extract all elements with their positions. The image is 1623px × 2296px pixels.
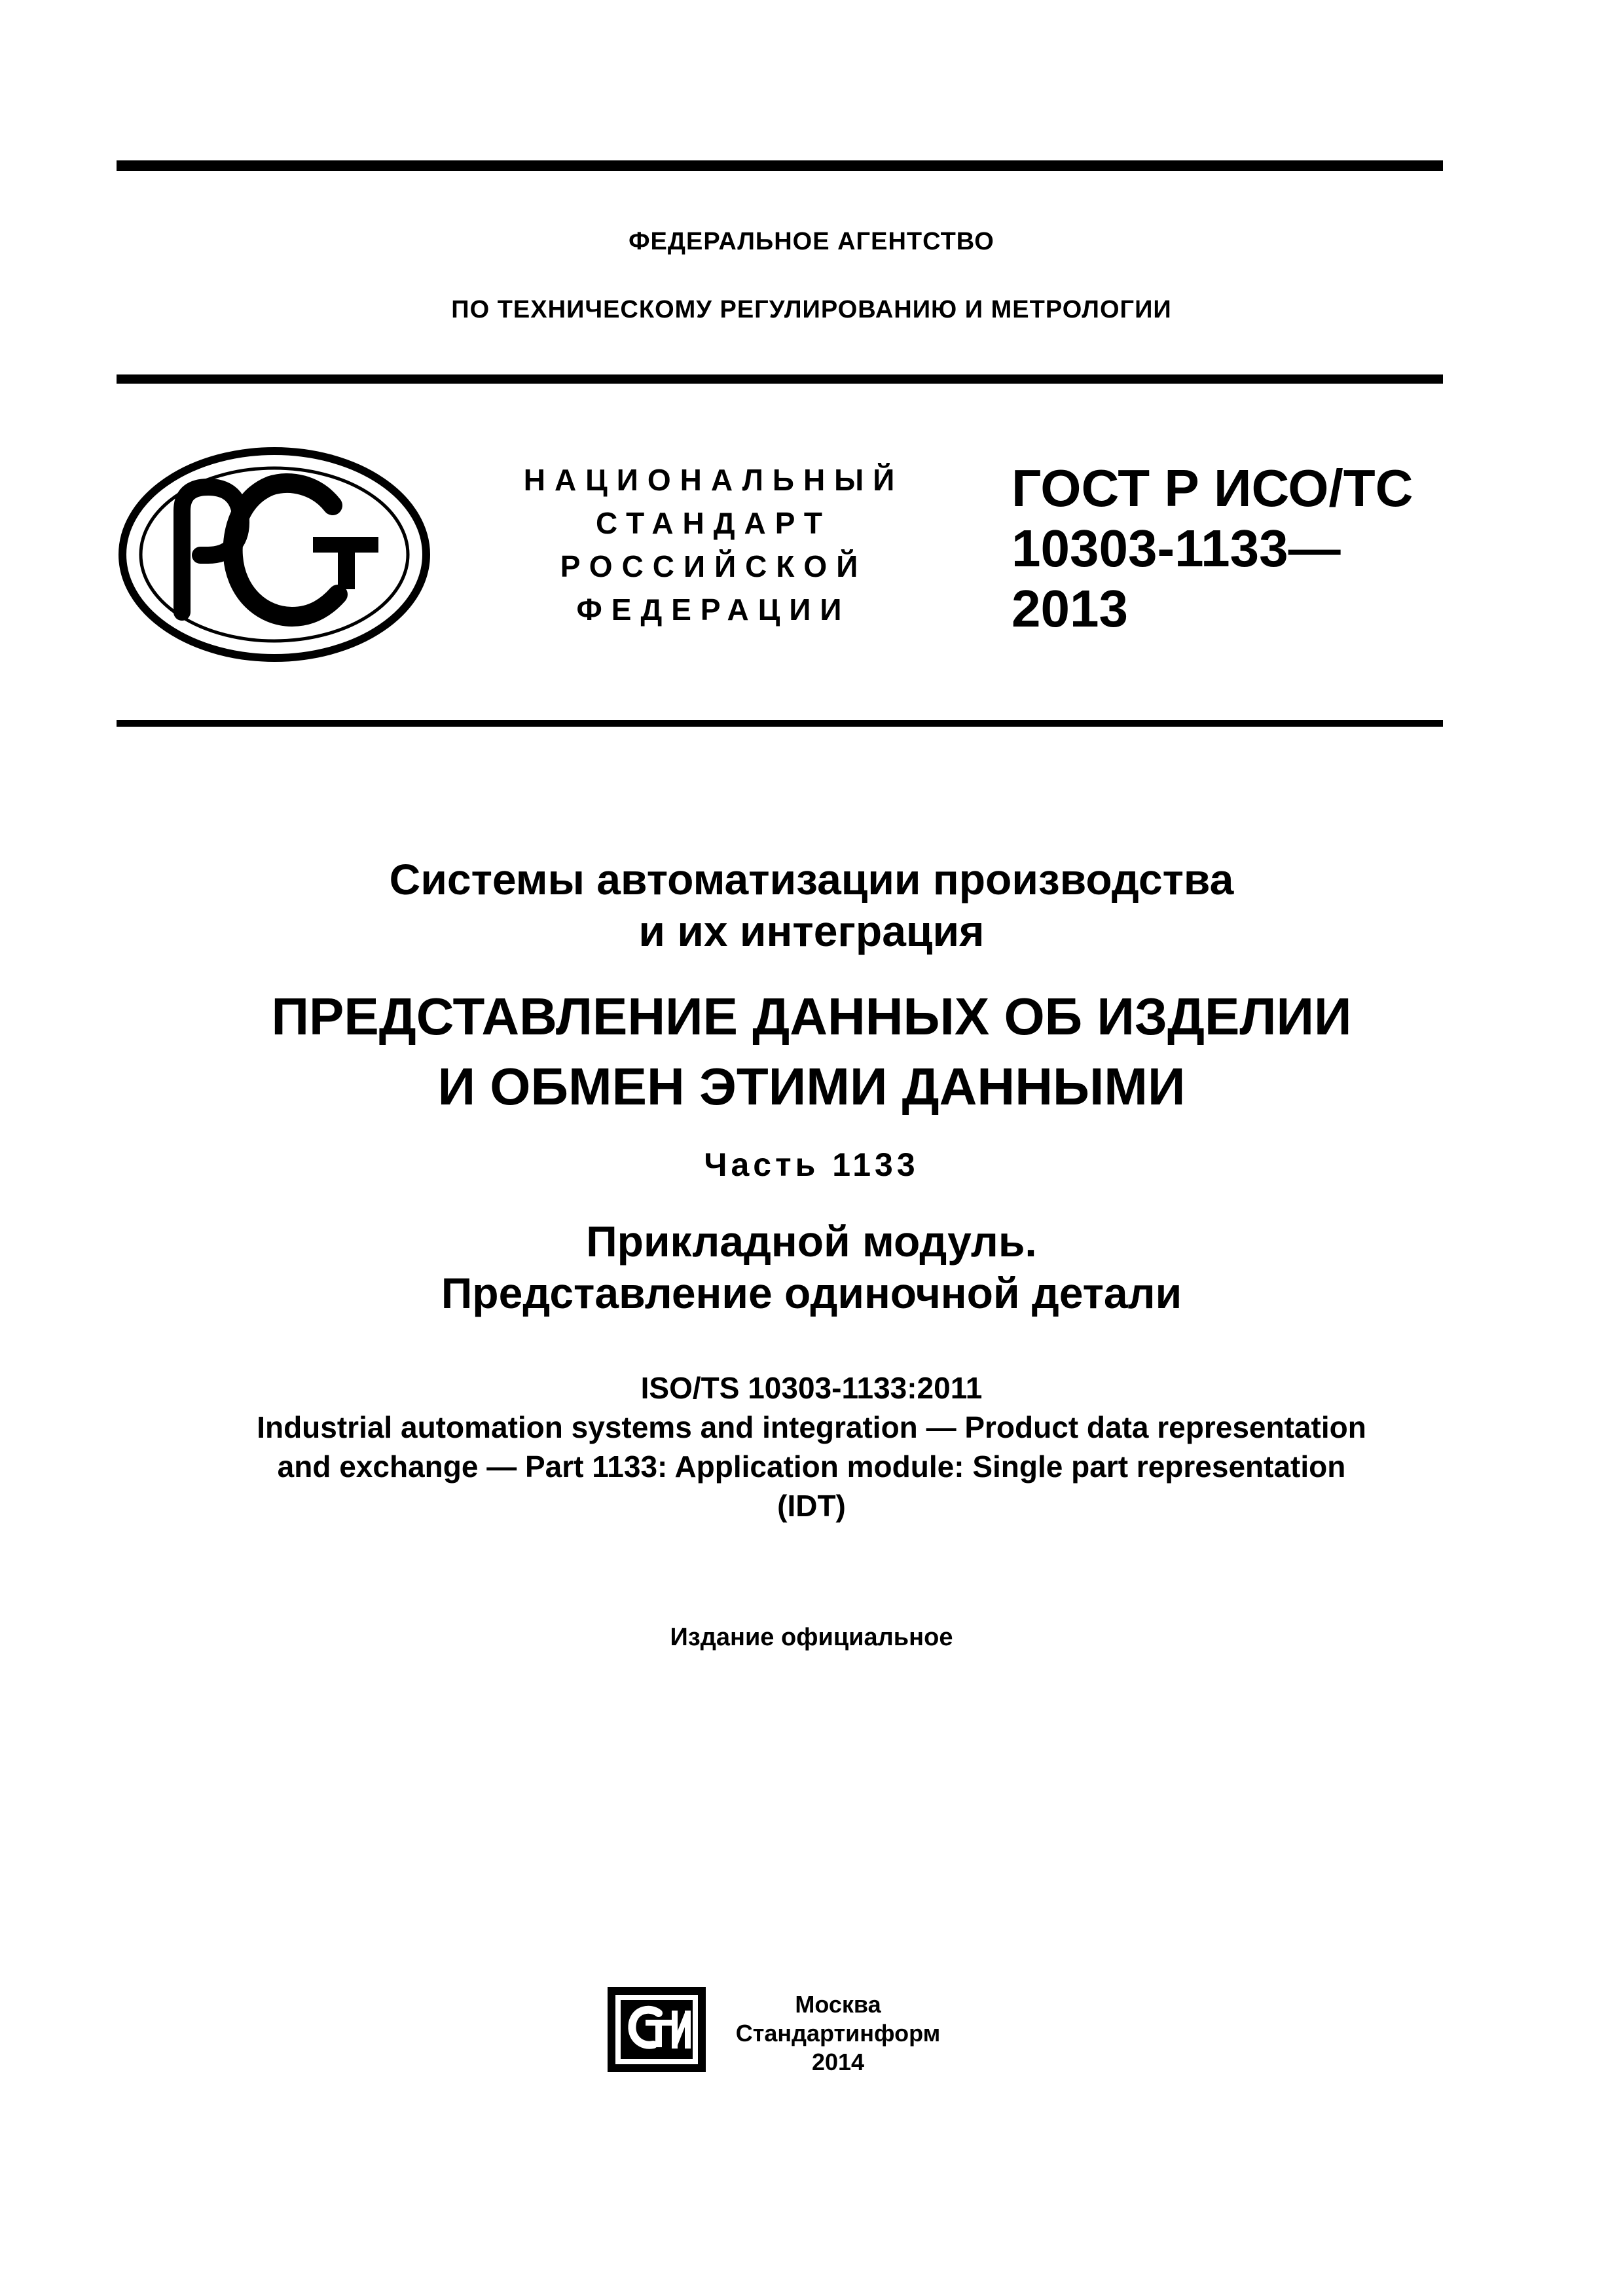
iso-reference-line-3: and exchange — Part 1133: Application module: Single part representation <box>277 1449 1346 1484</box>
module-title-line-2: Представление одиночной детали <box>441 1269 1182 1317</box>
publisher-year: 2014 <box>811 2049 865 2075</box>
agency-line-1: ФЕДЕРАЛЬНОЕ АГЕНТСТВО <box>629 228 994 255</box>
publisher-name: Стандартинформ <box>735 2020 941 2047</box>
main-title-line-1: ПРЕДСТАВЛЕНИЕ ДАННЫХ ОБ ИЗДЕЛИИ <box>271 987 1352 1046</box>
national-standard-line-2: СТАНДАРТ <box>596 506 831 540</box>
general-title-line-2: и их интеграция <box>638 907 985 955</box>
header-bottom-rule <box>117 720 1443 727</box>
publisher-city: Москва <box>795 1991 881 2018</box>
standard-designation <box>1012 458 1437 639</box>
general-title-line-1: Системы автоматизации производства <box>389 855 1234 903</box>
top-rule <box>117 160 1443 171</box>
national-standard-block <box>498 458 930 631</box>
agency-rule <box>117 374 1443 384</box>
iso-reference-line-4: (IDT) <box>777 1489 846 1523</box>
agency-line-2: ПО ТЕХНИЧЕСКОМУ РЕГУЛИРОВАНИЮ И МЕТРОЛОГИИ <box>451 296 1172 323</box>
iso-reference-line-1: ISO/TS 10303-1133:2011 <box>640 1371 983 1405</box>
part-number: Часть 1133 <box>704 1146 919 1183</box>
designation-line-1: ГОСТ Р ИСО/ТС <box>1012 459 1413 517</box>
main-title-line-2: И ОБМЕН ЭТИМИ ДАННЫМИ <box>437 1057 1186 1116</box>
module-title-line-1: Прикладной модуль. <box>586 1217 1037 1266</box>
national-standard-line-1: НАЦИОНАЛЬНЫЙ <box>523 463 904 497</box>
edition-label: Издание официальное <box>670 1624 953 1651</box>
designation-line-2: 10303-1133— <box>1012 519 1341 577</box>
designation-line-3: 2013 <box>1012 579 1128 638</box>
national-standard-line-3: РОССИЙСКОЙ <box>560 549 867 583</box>
sti-logo <box>608 1987 706 2072</box>
rst-logo <box>117 445 432 665</box>
publisher-block <box>720 1990 956 2077</box>
iso-reference-line-2: Industrial automation systems and integration — Product data representation <box>257 1410 1366 1444</box>
national-standard-line-4: ФЕДЕРАЦИИ <box>576 592 851 627</box>
